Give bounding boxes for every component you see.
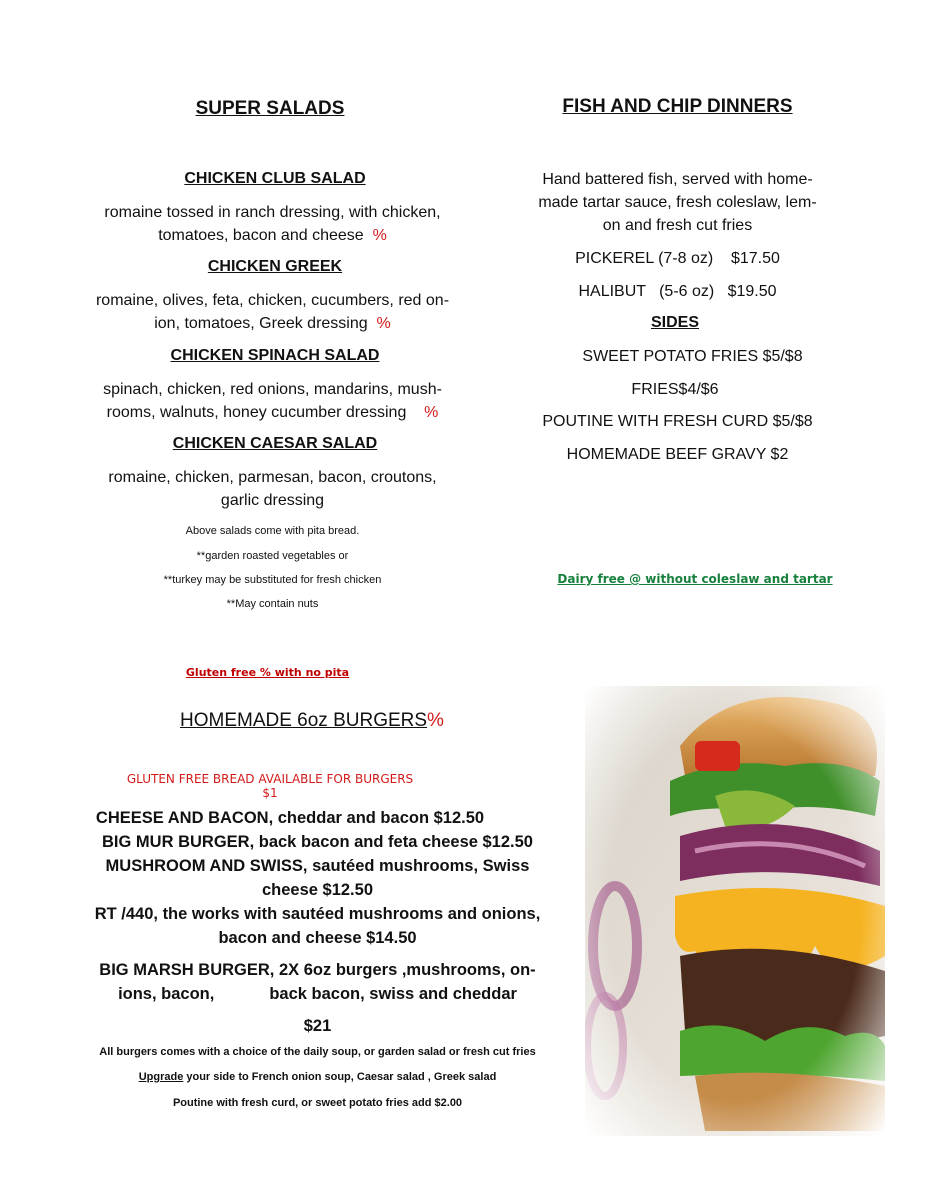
fish-item-pickerel: PICKEREL (7-8 oz) $17.50 xyxy=(575,250,780,267)
burger-rt440: RT /440, the works with sautéed mushrooms and onions, xyxy=(94,905,541,923)
burger-mushroom-swiss-price: cheese $12.50 xyxy=(261,881,373,899)
salad-desc-spinach: spinach, chicken, red onions, mandarins, mush- rooms, walnuts, honey cucumber dressing % xyxy=(103,381,442,421)
burger-note-2: Upgrade your side to French onion soup, Caesar salad , Greek salad xyxy=(138,1071,497,1083)
salad-name-greek: CHICKEN GREEK xyxy=(207,258,343,275)
burger-cheese-bacon: CHEESE AND BACON, cheddar and bacon $12.50 xyxy=(95,809,485,827)
side-sweet-potato-fries: SWEET POTATO FRIES $5/$8 xyxy=(582,348,803,365)
salad-desc-club: romaine tossed in ranch dressing, with chicken, tomatoes, bacon and cheese % xyxy=(104,204,441,244)
burger-note-1: All burgers comes with a choice of the daily soup, or garden salad or fresh cut fries xyxy=(99,1046,536,1058)
gluten-free-mark: % xyxy=(427,710,444,731)
burger-mushroom-swiss: MUSHROOM AND SWISS, sautéed mushrooms, Swiss xyxy=(105,857,530,875)
burger-photo xyxy=(585,686,885,1136)
fish-item-halibut: HALIBUT (5-6 oz) $19.50 xyxy=(578,283,777,300)
salad-desc-caesar: romaine, chicken, parmesan, bacon, croutons, garlic dressing xyxy=(108,469,437,509)
burger-big-mur: BIG MUR BURGER, back bacon and feta cheese $12.50 xyxy=(102,833,533,851)
burger-big-marsh-cont: ions, bacon, back bacon, swiss and cheddar xyxy=(118,985,517,1003)
salad-note-1: Above salads come with pita bread. xyxy=(185,525,360,537)
burger-rt440-price: bacon and cheese $14.50 xyxy=(218,929,417,947)
salads-title: SUPER SALADS xyxy=(195,98,345,119)
salad-note-4: **May contain nuts xyxy=(226,598,319,610)
side-fries: FRIES$4/$6 xyxy=(631,381,719,398)
salads-gluten-free-note: Gluten free % with no pita xyxy=(185,666,350,679)
salad-note-3: **turkey may be substituted for fresh chicken xyxy=(163,574,382,586)
burger-big-marsh: BIG MARSH BURGER, 2X 6oz burgers ,mushrooms, on- xyxy=(99,961,536,979)
side-poutine: POUTINE WITH FRESH CURD $5/$8 xyxy=(542,413,813,430)
sides-title: SIDES xyxy=(650,314,699,331)
salad-desc-greek: romaine, olives, feta, chicken, cucumbers, red on- ion, tomatoes, Greek dressing % xyxy=(95,292,450,332)
fish-dairy-free-note: Dairy free @ without coleslaw and tartar xyxy=(557,572,833,586)
salad-name-caesar: CHICKEN CAESAR SALAD xyxy=(172,435,378,452)
fish-desc: Hand battered fish, served with home- made tartar sauce, fresh coleslaw, lem- on and fresh cut fries xyxy=(538,171,817,234)
salad-note-2: **garden roasted vegetables or xyxy=(196,550,349,562)
gluten-free-mark: % xyxy=(372,227,387,244)
burger-big-marsh-price: $21 xyxy=(303,1017,332,1035)
burgers-title: HOMEMADE 6oz BURGERS% xyxy=(180,710,444,731)
gluten-free-mark: % xyxy=(424,404,439,421)
gluten-free-mark: % xyxy=(376,315,391,332)
burger-note-3: Poutine with fresh curd, or sweet potato fries add $2.00 xyxy=(172,1097,463,1109)
gluten-free-bread-note: GLUTEN FREE BREAD AVAILABLE FOR BURGERS $1 xyxy=(126,772,414,800)
fish-title: FISH AND CHIP DINNERS xyxy=(562,96,793,117)
salad-name-spinach: CHICKEN SPINACH SALAD xyxy=(170,347,380,364)
salad-name-club: CHICKEN CLUB SALAD xyxy=(184,170,366,187)
side-beef-gravy: HOMEMADE BEEF GRAVY $2 xyxy=(566,446,789,463)
